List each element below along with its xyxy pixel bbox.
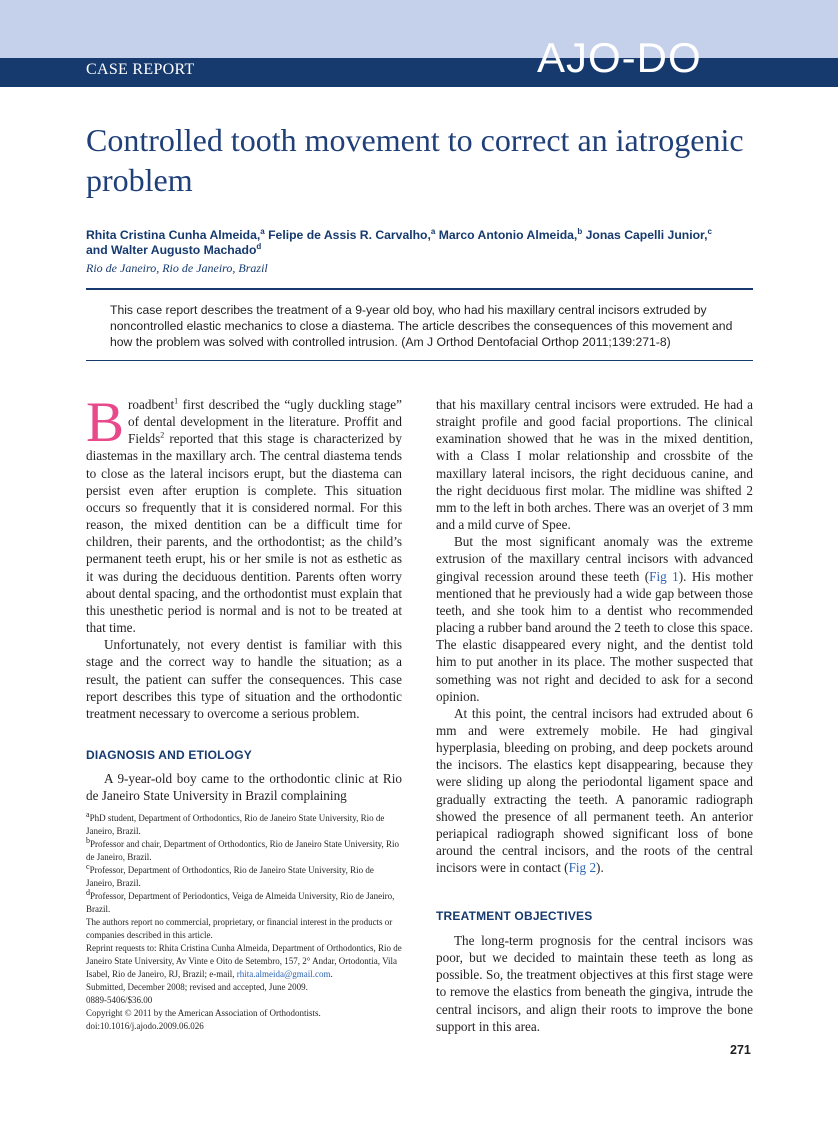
author-name: Jonas Capelli Junior,: [582, 228, 708, 242]
journal-logo: AJO-DO: [537, 34, 702, 81]
author-name: Marco Antonio Almeida,: [435, 228, 578, 242]
doi: doi:10.1016/j.ajodo.2009.06.026: [86, 1021, 204, 1031]
article-title: Controlled tooth movement to correct an iatrogenic problem: [86, 122, 744, 198]
footnote-mark: b: [86, 836, 90, 845]
paragraph-r1: that his maxillary central incisors were extruded. He had a straight profile and good facial proportions. The clinical examination showed that he was in the mixed dentition, with a Class I molar relationship and crossbite of the maxillary lateral incisors, the right deciduous canine, and the right deciduous first molar. The midline was shifted 2 mm to the left in both arches. There was an overjet of 3 mm and a mild curve of Spee.: [436, 397, 753, 533]
author-affiliation-mark: b: [577, 226, 583, 236]
citation-ref: 2: [160, 430, 165, 440]
author-affiliation-mark: c: [707, 226, 712, 236]
figure-link[interactable]: Fig 2: [568, 860, 597, 876]
footnote-mark: d: [86, 888, 90, 897]
footnote-text: Professor and chair, Department of Orthodontics, Rio de Janeiro State University, Rio de Janeiro, Brazil.: [86, 839, 399, 862]
footnote-mark: a: [86, 810, 90, 819]
issn-price: 0889-5406/$36.00: [86, 995, 153, 1005]
citation-ref: 1: [174, 396, 179, 406]
abstract: This case report describes the treatment of a 9-year old boy, who had his maxillary central incisors extruded by noncontrolled elastic mechanics to close a diastema. The article describes the consequences of this movement and how the problem was solved with controlled intrusion. (Am J Orthod Dentofacial Orthop 2011;139:271-8): [110, 303, 733, 349]
paragraph-r4: The long-term prognosis for the central incisors was poor, but we decided to maintain these teeth as long as possible. So, the treatment objectives at this first stage were to remove the elastics from beneath the gingiva, intrude the central incisors, and align their roots to improve the bone support in this area.: [436, 933, 753, 1034]
right-column: [436, 396, 753, 876]
paragraph-text: But the most significant anomaly was the extreme extrusion of the maxillary central incisors with advanced gingival recession around these teeth (: [436, 534, 753, 584]
author-affiliation-mark: a: [430, 226, 436, 236]
paragraph-text: ).: [596, 860, 604, 876]
left-column-continued: [86, 770, 402, 804]
paragraph-r3: [436, 705, 753, 877]
paragraph-r2: [436, 533, 753, 705]
footnote-d: [86, 890, 404, 916]
reprint-request: [86, 942, 404, 981]
conflict-statement: The authors report no commercial, proprietary, or financial interest in the products or companies described in this article.: [86, 917, 393, 940]
drop-cap: B: [86, 391, 125, 454]
footnote-a: [86, 812, 404, 838]
heading-treatment-objectives: TREATMENT OBJECTIVES: [436, 909, 593, 923]
submission-dates: Submitted, December 2008; revised and accepted, June 2009.: [86, 982, 308, 992]
paragraph-text: At this point, the central incisors had extruded about 6 mm and were extremely mobile. He had gingival hyperplasia, bleeding on probing, and deep pockets around the incisors. The elastics kept disappearing, because they were sliding up along the periodontal ligament space and gradually extracting the teeth. A panoramic radiograph showed the presence of all permanent teeth. An anterior periapical radiograph showed significant loss of bone around the central incisors, and the roots of the central incisors were in contact (: [436, 705, 753, 876]
right-column-continued: [436, 932, 753, 1035]
author-location: Rio de Janeiro, Rio de Janeiro, Brazil: [86, 261, 268, 275]
paragraph-intro: [86, 391, 402, 636]
heading-diagnosis: DIAGNOSIS AND ETIOLOGY: [86, 748, 252, 762]
header-band-light: [0, 0, 838, 58]
paragraph-text: first described the “ugly duckling stage” of dental development in the literature. Proffit and Fields: [128, 397, 402, 447]
paragraph-text: reported that this stage is characterized by diastemas in the maxillary arch. The central diastema tends to close as the lateral incisors erupt, but the diastema can persist even after eruption is complete. This situation occurs so frequently that it is considered normal. For this reason, the mixed dentition can be a difficult time for children, their parents, and the orthodontist; as the child’s permanent teeth erupt, his or her smile is not as esthetic as it was during the deciduous dentition. Parents often worry about dental spacing, and the orthodontist must explain that this unesthetic period is normal and is not to be treated at that time.: [86, 431, 402, 636]
author-list: [86, 228, 766, 258]
author-affiliation-mark: a: [260, 226, 265, 236]
paragraph-text: roadbent: [128, 397, 175, 412]
footnotes: [86, 812, 404, 1033]
reprint-text: Reprint requests to: Rhita Cristina Cunha Almeida, Department of Orthodontics, Rio de Janeiro State University, Av Vinte e Oito de Setembro, 157, 2° Andar, Ortodontia, Vila Isabel, Rio de Janeiro, RJ, Brazil; e-mail,: [86, 943, 402, 979]
reprint-text: .: [330, 969, 333, 979]
page-number: 271: [730, 1043, 751, 1057]
footnote-mark: c: [86, 862, 90, 871]
figure-link[interactable]: Fig 1: [649, 568, 679, 584]
footnote-b: [86, 838, 404, 864]
author-name: and Walter Augusto Machado: [86, 243, 257, 257]
footnote-text: Professor, Department of Periodontics, Veiga de Almeida University, Rio de Janeiro, Brazil.: [86, 891, 395, 914]
footnote-text: Professor, Department of Orthodontics, Rio de Janeiro State University, Rio de Janeiro, Brazil.: [86, 865, 374, 888]
copyright: Copyright © 2011 by the American Association of Orthodontists.: [86, 1008, 321, 1018]
paragraph-text: ). His mother mentioned that he previously had a wide gap between those teeth, and she took him to a dentist who recommended placing a rubber band around the 2 teeth to close this space. The elastic disappeared every night, and the dentist told him to put another in its place. The mother suspected that something was not right and decided to ask for a second opinion.: [436, 568, 753, 704]
author-affiliation-mark: d: [256, 241, 262, 251]
footnote-c: [86, 864, 404, 890]
left-column: [86, 391, 402, 722]
paragraph-3: A 9-year-old boy came to the orthodontic clinic at Rio de Janeiro State University in Brazil complaining: [86, 771, 402, 804]
abstract-rule-top: [86, 288, 753, 290]
author-name: Rhita Cristina Cunha Almeida,: [86, 228, 261, 242]
email-link[interactable]: rhita.almeida@gmail.com: [236, 969, 331, 979]
abstract-rule-bottom: [86, 360, 753, 361]
author-name: Felipe de Assis R. Carvalho,: [264, 228, 431, 242]
section-label: CASE REPORT: [86, 61, 195, 78]
paragraph-2: Unfortunately, not every dentist is familiar with this stage and the correct way to handle the situation; as a result, the patient can suffer the consequences. This case report describes this type of situation and the orthodontic treatment necessary to overcome a serious problem.: [86, 637, 402, 721]
footnote-text: PhD student, Department of Orthodontics, Rio de Janeiro State University, Rio de Janeiro, Brazil.: [86, 813, 385, 836]
